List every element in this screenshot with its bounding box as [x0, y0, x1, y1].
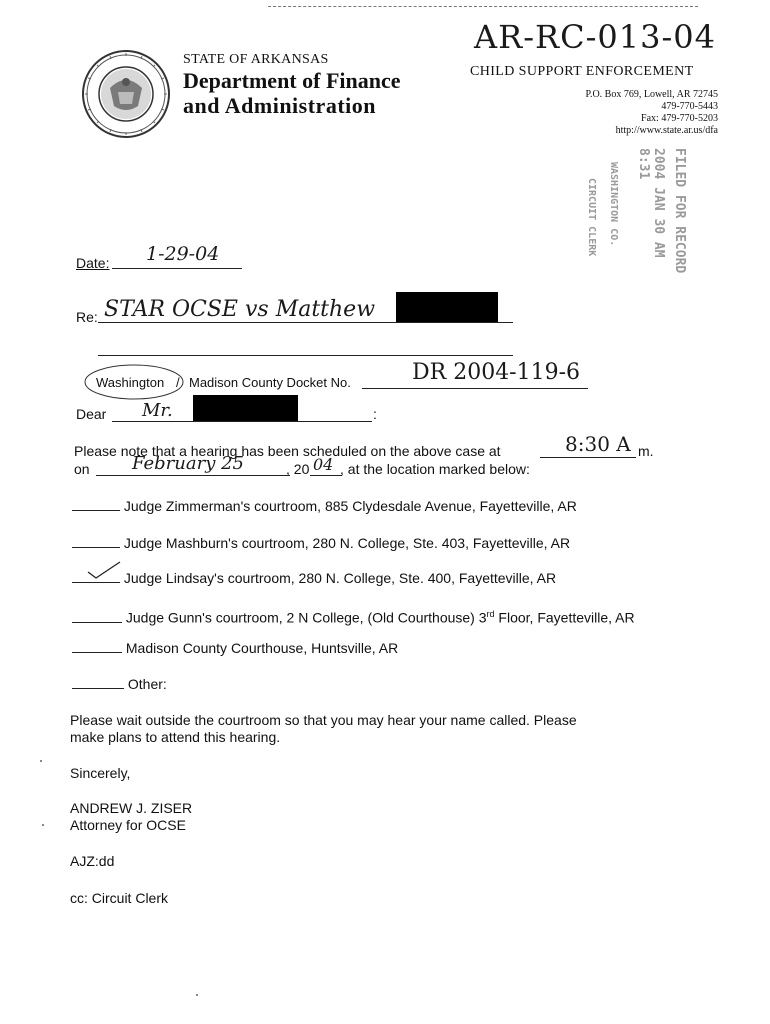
location-superscript: rd: [486, 609, 495, 619]
hearing-time-handwritten: 8:30 A: [565, 432, 631, 456]
location-label-continued: Floor, Fayetteville, AR: [494, 609, 635, 626]
docket-handwritten-value: DR 2004-119-6: [412, 360, 581, 385]
location-label: Judge Lindsay's courtroom, 280 N. College, Ste. 400, Fayetteville, AR: [123, 570, 557, 586]
re-handwritten-value: STAR OCSE vs Matthew: [104, 297, 376, 322]
hearing-date-line: [96, 475, 290, 476]
instructions-line1: Please wait outside the courtroom so that you may hear your name called. Please: [70, 712, 577, 728]
location-label: Other:: [127, 676, 167, 692]
county-docket-label: Madison County Docket No.: [189, 375, 351, 390]
stamp-date-time: 2004 JAN 30 AM 8:31: [636, 148, 666, 258]
letterhead-state: STATE OF ARKANSAS: [183, 52, 329, 67]
filed-stamp: [572, 148, 722, 288]
location-row: [72, 676, 712, 693]
re-line: [98, 322, 513, 323]
letterhead-website: http://www.state.ar.us/dfa: [615, 125, 718, 136]
location-checkbox-line[interactable]: [72, 610, 122, 623]
letterhead-phone: 479-770-5443: [661, 101, 718, 112]
scan-artifact-top: [268, 6, 698, 7]
stamp-county: WASHINGTON CO.: [608, 162, 619, 247]
date-handwritten-value: 1-29-04: [146, 243, 220, 265]
location-label: Madison County Courthouse, Huntsville, AR: [125, 640, 399, 656]
hearing-on-label: on: [74, 461, 90, 477]
location-checkbox-line[interactable]: [72, 676, 124, 689]
date-label: Date:: [76, 255, 110, 271]
scan-speck: [40, 760, 42, 762]
location-checkbox-line[interactable]: [72, 535, 120, 548]
stamp-filed-for-record: FILED FOR RECORD: [672, 148, 687, 274]
location-label: Judge Zimmerman's courtroom, 885 Clydesdale Avenue, Fayetteville, AR: [123, 498, 577, 514]
dear-colon: :: [373, 406, 377, 422]
instructions-line2: make plans to attend this hearing.: [70, 729, 281, 745]
letterhead-address: P.O. Box 769, Lowell, AR 72745: [585, 89, 718, 100]
location-row: [72, 606, 732, 627]
state-seal-icon: [80, 48, 172, 140]
county-separator: /: [176, 375, 180, 390]
letterhead-division: CHILD SUPPORT ENFORCEMENT: [470, 64, 694, 79]
check-mark-icon: [86, 560, 122, 580]
closing-sincerely: Sincerely,: [70, 765, 131, 781]
redaction-bar: [193, 395, 298, 421]
hearing-sentence-part3: , at the location marked below:: [340, 461, 530, 477]
hearing-year-handwritten: 04: [313, 455, 334, 474]
location-checkbox-line[interactable]: [72, 570, 120, 583]
typist-initials: AJZ:dd: [70, 853, 115, 869]
scan-speck: [42, 824, 44, 826]
location-checkbox-line[interactable]: [72, 640, 122, 653]
letterhead-fax: Fax: 479-770-5203: [641, 113, 718, 124]
letterhead-department-line1: Department of Finance: [183, 68, 401, 93]
hearing-year-line: [310, 475, 342, 476]
location-row: [72, 498, 712, 515]
location-row: [72, 535, 712, 552]
signer-name: ANDREW J. ZISER: [70, 800, 193, 816]
dear-label: Dear: [76, 406, 107, 422]
hearing-sentence-part1: Please note that a hearing has been scheduled on the above case at: [74, 443, 501, 459]
stamp-circuit-clerk: CIRCUIT CLERK: [586, 178, 597, 257]
location-label: Judge Gunn's courtroom, 2 N College, (Old Courthouse) 3: [125, 609, 487, 626]
redaction-bar: [396, 292, 498, 322]
location-label: Judge Mashburn's courtroom, 280 N. College, Ste. 403, Fayetteville, AR: [123, 535, 571, 551]
carbon-copy: cc: Circuit Clerk: [70, 890, 169, 906]
hearing-time-line: [540, 457, 636, 458]
hearing-year-prefix: , 20: [286, 461, 310, 477]
hearing-date-handwritten: February 25: [132, 453, 245, 474]
date-line: [112, 268, 242, 269]
docket-line: [362, 388, 588, 389]
letterhead-department-line2: and Administration: [183, 93, 376, 118]
re-second-line: [98, 355, 513, 356]
location-row: [72, 570, 712, 587]
location-checkbox-line[interactable]: [72, 498, 120, 511]
county-washington-option: Washington: [96, 375, 165, 390]
hearing-sentence-part2: m.: [638, 443, 654, 459]
location-row: [72, 640, 712, 657]
re-label: Re:: [76, 309, 98, 325]
signer-title: Attorney for OCSE: [70, 817, 186, 833]
handwritten-case-number: AR-RC-013-04: [474, 18, 717, 56]
dear-line: [112, 421, 372, 422]
scan-speck: [196, 994, 198, 996]
dear-handwritten-value: Mr.: [142, 400, 173, 421]
